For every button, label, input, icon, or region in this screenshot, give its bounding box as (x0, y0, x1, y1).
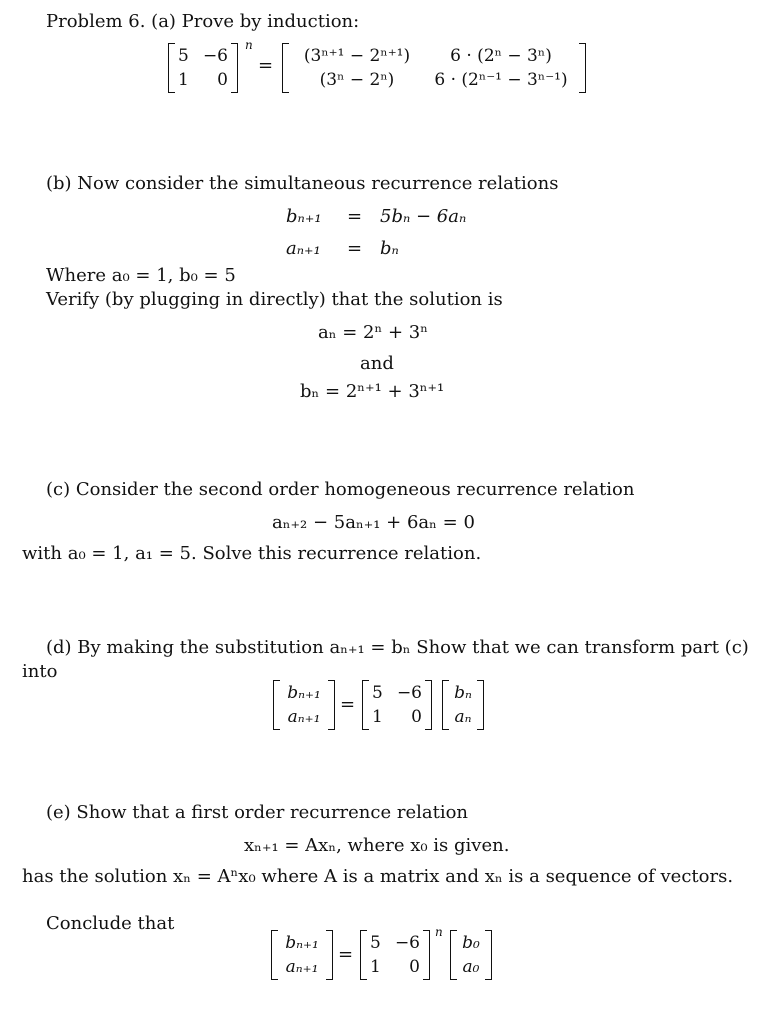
part-b-and: and (360, 353, 394, 374)
part-b-eq1-rhs: 5bₙ − 6aₙ (380, 206, 467, 227)
vector-cell: a₀ (462, 957, 480, 977)
vector-cell: aₙ (454, 707, 472, 727)
vector-cell: bₙ₊₁ (285, 933, 319, 953)
part-b-eq2-rhs: bₙ (380, 238, 399, 259)
part-e-solution: has the solution xₙ = Aⁿx₀ where A is a matrix and xₙ is a sequence of vectors. (22, 866, 734, 887)
part-a-equals: = (258, 55, 274, 76)
part-e-equation: xₙ₊₁ = Axₙ, where x₀ is given. (244, 835, 510, 856)
part-e-exponent: n (435, 925, 443, 939)
matrix-cell: −6 (396, 683, 422, 703)
matrix-cell: 0 (409, 957, 420, 977)
matrix-cell: 6 · (2ⁿ⁻¹ − 3ⁿ⁻¹) (434, 70, 568, 90)
part-d-into: into (22, 661, 58, 682)
matrix-cell: 0 (411, 707, 422, 727)
matrix-cell: −6 (394, 933, 420, 953)
part-e-lhs-vector (271, 930, 333, 980)
part-d-intro: (d) By making the substitution aₙ₊₁ = bₙ Show that we can transform part (c) (46, 637, 749, 658)
vector-cell: aₙ₊₁ (285, 957, 319, 977)
vector-cell: aₙ₊₁ (287, 707, 321, 727)
matrix-cell: (3ⁿ − 2ⁿ) (319, 70, 395, 90)
part-b-initial: Where a₀ = 1, b₀ = 5 (46, 265, 236, 286)
matrix-cell: 1 (372, 707, 383, 727)
part-d-rhs-vector (442, 680, 484, 730)
part-a-lhs-matrix (168, 43, 238, 93)
part-b-eq2-rel: = (347, 238, 363, 259)
part-d-matrix (362, 680, 432, 730)
part-d-equals: = (340, 694, 356, 715)
part-e-matrix (360, 930, 430, 980)
part-c-conditions: with a₀ = 1, a₁ = 5. Solve this recurrence relation. (22, 543, 482, 564)
part-b-eq1-rel: = (347, 206, 363, 227)
part-e-intro: (e) Show that a first order recurrence relation (46, 802, 469, 823)
matrix-cell: 6 · (2ⁿ − 3ⁿ) (450, 46, 552, 66)
vector-cell: bₙ (454, 683, 472, 703)
part-c-equation: aₙ₊₂ − 5aₙ₊₁ + 6aₙ = 0 (272, 512, 475, 533)
matrix-cell: 5 (372, 683, 383, 703)
part-b-solution-b: bₙ = 2ⁿ⁺¹ + 3ⁿ⁺¹ (300, 381, 445, 402)
part-d-lhs-vector (273, 680, 335, 730)
matrix-cell: 1 (178, 70, 189, 90)
part-b-verify: Verify (by plugging in directly) that the solution is (46, 289, 503, 310)
matrix-cell: 5 (370, 933, 381, 953)
vector-cell: bₙ₊₁ (287, 683, 321, 703)
part-b-eq2-lhs: aₙ₊₁ (286, 238, 321, 259)
part-a-heading: Problem 6. (a) Prove by induction: (46, 11, 360, 32)
matrix-cell: 5 (178, 46, 189, 66)
part-e-equals: = (338, 944, 354, 965)
matrix-cell: 0 (217, 70, 228, 90)
vector-cell: b₀ (462, 933, 480, 953)
part-e-conclude: Conclude that (46, 913, 175, 934)
part-a-rhs-matrix (282, 43, 586, 93)
matrix-cell: −6 (202, 46, 228, 66)
part-a-exponent: n (245, 38, 253, 52)
matrix-cell: (3ⁿ⁺¹ − 2ⁿ⁺¹) (303, 46, 411, 66)
matrix-cell: 1 (370, 957, 381, 977)
part-e-rhs-vector (450, 930, 492, 980)
part-c-intro: (c) Consider the second order homogeneous recurrence relation (46, 479, 635, 500)
part-b-solution-a: aₙ = 2ⁿ + 3ⁿ (318, 322, 429, 343)
part-b-intro: (b) Now consider the simultaneous recurrence relations (46, 173, 559, 194)
part-b-eq1-lhs: bₙ₊₁ (286, 206, 322, 227)
